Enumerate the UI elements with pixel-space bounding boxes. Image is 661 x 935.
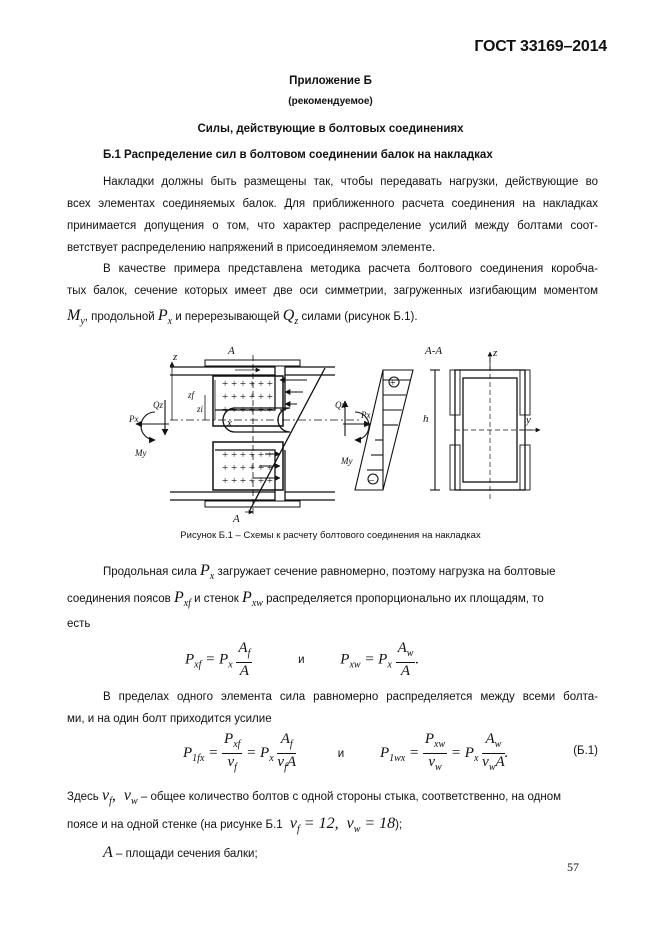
paragraph-6	[67, 842, 598, 864]
text-fragment: и перерезывающей	[175, 311, 280, 323]
formula-1: $P_{xf} = P_x$ $\frac{A_f}{A}$ и $P_{xw} = P_x$ $\frac{A_w}{A}$ .	[185, 640, 420, 679]
text-line: В пределах одного элемента сила равномерно распределяется между всеми болта-	[103, 691, 598, 703]
text-line: всех элементах соединяемых балок. Для приближенного расчета соединения на накладках	[67, 198, 598, 210]
label-x: x	[227, 417, 232, 429]
paragraph-2	[67, 258, 598, 327]
equation-number: (Б.1)	[573, 745, 598, 757]
label-section-aa: A-A	[425, 345, 443, 357]
svg-text:+ + + + + +: + + + + + +	[222, 391, 273, 403]
text-line: ветствует распределению напряжений в присоединяемом элементе.	[67, 242, 436, 254]
text-fragment: соединения поясов	[67, 593, 171, 605]
figure-caption: Рисунок Б.1 – Схемы к расчету болтового соединения на накладках	[180, 530, 481, 541]
label-a-top: A	[228, 345, 235, 357]
stress-diagram	[355, 370, 440, 490]
text-line: Здесь $\nu_f$, $\nu_w$ – общее количество болтов с одной стороны стыка, соответственно, на одном	[67, 787, 562, 808]
label-h: h	[423, 413, 429, 425]
formula-and: и	[298, 654, 305, 667]
value-nf: 12	[318, 815, 335, 832]
beam-right	[280, 367, 335, 500]
text-fragment: распределяется пропорционально их площадям, то	[266, 593, 544, 605]
svg-text:+ + + + + +: + + + + + +	[222, 378, 273, 390]
svg-text:+ + + + + +: + + + + + +	[222, 404, 273, 416]
label-a-bottom: A	[233, 513, 240, 525]
paragraph-3	[67, 557, 598, 638]
formula-and: и	[337, 747, 345, 760]
label-zi: zi	[197, 404, 204, 414]
svg-text:+ + + + + +: + + + + + +	[222, 475, 273, 487]
text-line: A – площади сечения балки;	[103, 844, 258, 861]
text-fragment: – площади сечения балки;	[115, 848, 258, 860]
svg-text:+ + + + + +: + + + + + +	[222, 449, 273, 461]
text-line: Накладки должны быть размещены так, чтобы передавать нагрузки, действующие во	[103, 176, 598, 188]
text-line: принимается допущения о том, что характер распределение усилий между болтами соот-	[67, 220, 598, 232]
appendix-heading: Силы, действующие в болтовых соединениях	[197, 123, 464, 135]
paragraph-4	[67, 686, 598, 730]
text-fragment: Здесь	[67, 791, 99, 803]
section-aa	[450, 352, 540, 500]
label-my-left: My	[135, 448, 147, 458]
value-nw: 18	[379, 815, 396, 832]
svg-text:+ + + + + +: + + + + + +	[222, 462, 273, 474]
appendix-status: (рекомендуемое)	[288, 96, 373, 107]
section-heading: Б.1 Распределение сил в болтовом соединении балок на накладках	[103, 149, 493, 161]
page-number: 57	[567, 860, 579, 874]
text-line: ми, и на один болт приходится усилие	[67, 713, 272, 725]
label-px-left: Px	[129, 414, 139, 424]
figure-b1	[115, 340, 545, 525]
label-qz-right: Qz	[335, 400, 346, 410]
text-fragment: поясе и на одной стенке (на рисунке Б.1	[67, 819, 283, 831]
label-z-section: z	[493, 347, 498, 359]
label-plus: +	[390, 378, 396, 389]
text-line: $M_y$, продольной $P_x$ и перерезывающей $Q_z$ силами (рисунок Б.1).	[67, 307, 418, 328]
standard-number: ГОСТ 33169–2014	[474, 38, 607, 55]
label-zf: zf	[188, 390, 195, 400]
text-fragment: и стенок	[194, 593, 239, 605]
text-fragment: силами (рисунок Б.1).	[301, 311, 418, 323]
appendix-title: Приложение Б	[289, 75, 372, 87]
label-minus: –	[369, 475, 374, 486]
text-line: Продольная сила $P_x$ загружает сечение равномерно, поэтому нагрузка на болтовые	[103, 562, 556, 583]
label-z: z	[173, 351, 178, 363]
text-line: есть	[67, 618, 91, 630]
text-line: В качестве примера представлена методика расчета болтового соединения коробча-	[103, 263, 598, 275]
paragraph-5	[67, 782, 598, 838]
text-fragment: , продольной	[84, 311, 155, 323]
text-fragment: );	[395, 819, 403, 831]
text-line: тых балок, сечение которых имеет две оси симметрии, загруженных изгибающим моментом	[67, 285, 598, 297]
text-fragment: – общее количество болтов с одной стороны стыка, соответственно, на одном	[140, 791, 562, 803]
formula-2: $P_{1fx}$ = $\frac{P_{xf}}{\nu_f}$ = $P_x$ $\frac{A_f}{\nu_fA}$ и $P_{1wx}$ = $\frac{P_{xw}}{\nu_w}$ = $P_x$ $\frac{A_w}{\nu_wA}$ . (Б.1)	[183, 731, 598, 773]
text-fragment: Продольная сила	[103, 566, 197, 578]
text-line: поясе и на одной стенке (на рисунке Б.1 $\nu_f = 12$, $\nu_w = 18$);	[67, 815, 403, 836]
text-line: соединения поясов $P_{xf}$ и стенок $P_{xw}$ распределяется пропорционально их площадям, то	[67, 589, 544, 610]
text-fragment: загружает сечение равномерно, поэтому нагрузка на болтовые	[217, 566, 556, 578]
label-y: y	[526, 414, 531, 426]
paragraph-1	[67, 171, 598, 259]
label-qz-left: Qz	[153, 400, 164, 410]
label-px-right: Px	[361, 410, 371, 420]
label-my-right: My	[341, 456, 353, 466]
